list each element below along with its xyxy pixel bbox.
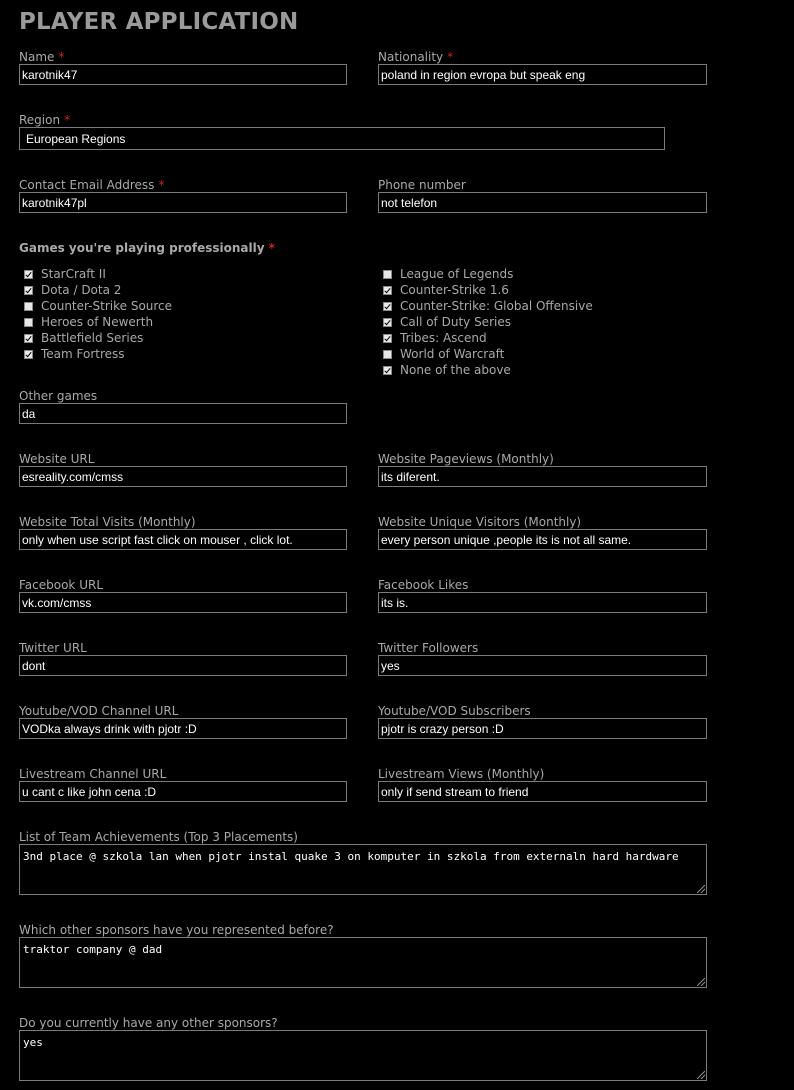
other-games-input[interactable]	[19, 403, 347, 424]
game-option[interactable]	[19, 283, 121, 297]
game-option[interactable]	[378, 315, 511, 329]
website-url-label: Website URL	[19, 452, 95, 466]
name-label: Name *	[19, 50, 65, 64]
game-option[interactable]	[378, 347, 504, 361]
region-label: Region *	[19, 113, 71, 127]
checkbox[interactable]	[383, 366, 392, 375]
game-option-label: League of Legends	[400, 267, 514, 281]
facebook-url-label: Facebook URL	[19, 578, 104, 592]
livestream-views-input[interactable]	[378, 781, 707, 802]
game-option-label: Counter-Strike Source	[41, 299, 173, 313]
game-option-label: Battlefield Series	[41, 331, 144, 345]
checkbox[interactable]	[383, 334, 392, 343]
checkbox[interactable]	[383, 270, 392, 279]
region-select[interactable]	[19, 127, 665, 150]
checkbox[interactable]	[24, 350, 33, 359]
twitter-followers-label: Twitter Followers	[378, 641, 479, 655]
other-games-label: Other games	[19, 389, 98, 403]
website-unique-visitors-label: Website Unique Visitors (Monthly)	[378, 515, 582, 529]
game-option[interactable]	[378, 267, 513, 281]
game-option[interactable]	[19, 331, 143, 345]
phone-label: Phone number	[378, 178, 466, 192]
current-sponsors-label: Do you currently have any other sponsors?	[19, 1016, 278, 1030]
website-pageviews-label: Website Pageviews (Monthly)	[378, 452, 554, 466]
facebook-likes-label: Facebook Likes	[378, 578, 469, 592]
youtube-subscribers-input[interactable]	[378, 718, 707, 739]
current-sponsors-textarea[interactable]	[19, 1030, 707, 1081]
game-option[interactable]	[19, 315, 153, 329]
checkbox[interactable]	[383, 302, 392, 311]
game-option[interactable]	[19, 267, 106, 281]
achievements-textarea[interactable]	[19, 844, 707, 895]
name-input[interactable]	[19, 64, 347, 85]
checkbox[interactable]	[24, 334, 33, 343]
required-mark: *	[158, 178, 165, 192]
checkbox[interactable]	[383, 318, 392, 327]
youtube-url-label: Youtube/VOD Channel URL	[19, 704, 179, 718]
game-option-label: Heroes of Newerth	[41, 315, 154, 329]
game-option[interactable]	[378, 283, 509, 297]
website-unique-visitors-input[interactable]	[378, 529, 707, 550]
checkbox[interactable]	[24, 318, 33, 327]
youtube-subscribers-label: Youtube/VOD Subscribers	[378, 704, 531, 718]
game-option[interactable]	[378, 363, 511, 377]
phone-input[interactable]	[378, 192, 707, 213]
checkbox[interactable]	[383, 286, 392, 295]
livestream-url-label: Livestream Channel URL	[19, 767, 167, 781]
game-option-label: Team Fortress	[41, 347, 125, 361]
twitter-url-label: Twitter URL	[19, 641, 87, 655]
checkbox[interactable]	[24, 302, 33, 311]
page-title: PLAYER APPLICATION	[19, 9, 299, 35]
game-option-label: Tribes: Ascend	[400, 331, 487, 345]
game-option[interactable]	[378, 331, 487, 345]
facebook-likes-input[interactable]	[378, 592, 707, 613]
games-label: Games you're playing professionally *	[19, 241, 275, 255]
game-option[interactable]	[19, 299, 172, 313]
twitter-url-input[interactable]	[19, 655, 347, 676]
game-option-label: Dota / Dota 2	[41, 283, 122, 297]
checkbox[interactable]	[24, 270, 33, 279]
livestream-url-input[interactable]	[19, 781, 347, 802]
website-url-input[interactable]	[19, 466, 347, 487]
checkbox[interactable]	[383, 350, 392, 359]
checkbox[interactable]	[24, 286, 33, 295]
facebook-url-input[interactable]	[19, 592, 347, 613]
website-total-visits-label: Website Total Visits (Monthly)	[19, 515, 196, 529]
game-option-label: Call of Duty Series	[400, 315, 511, 329]
game-option-label: None of the above	[400, 363, 511, 377]
nationality-input[interactable]	[378, 64, 707, 85]
website-pageviews-input[interactable]	[378, 466, 707, 487]
required-mark: *	[447, 50, 454, 64]
required-mark: *	[58, 50, 65, 64]
game-option-label: World of Warcraft	[400, 347, 505, 361]
email-label: Contact Email Address *	[19, 178, 165, 192]
past-sponsors-label: Which other sponsors have you represented before?	[19, 923, 334, 937]
past-sponsors-textarea[interactable]	[19, 937, 707, 988]
required-mark: *	[268, 241, 275, 255]
game-option-label: Counter-Strike 1.6	[400, 283, 509, 297]
email-input[interactable]	[19, 192, 347, 213]
achievements-label: List of Team Achievements (Top 3 Placements)	[19, 830, 298, 844]
twitter-followers-input[interactable]	[378, 655, 707, 676]
game-option-label: StarCraft II	[41, 267, 106, 281]
required-mark: *	[64, 113, 71, 127]
website-total-visits-input[interactable]	[19, 529, 347, 550]
youtube-url-input[interactable]	[19, 718, 347, 739]
nationality-label: Nationality *	[378, 50, 454, 64]
game-option[interactable]	[19, 347, 125, 361]
game-option[interactable]	[378, 299, 593, 313]
livestream-views-label: Livestream Views (Monthly)	[378, 767, 545, 781]
game-option-label: Counter-Strike: Global Offensive	[400, 299, 593, 313]
